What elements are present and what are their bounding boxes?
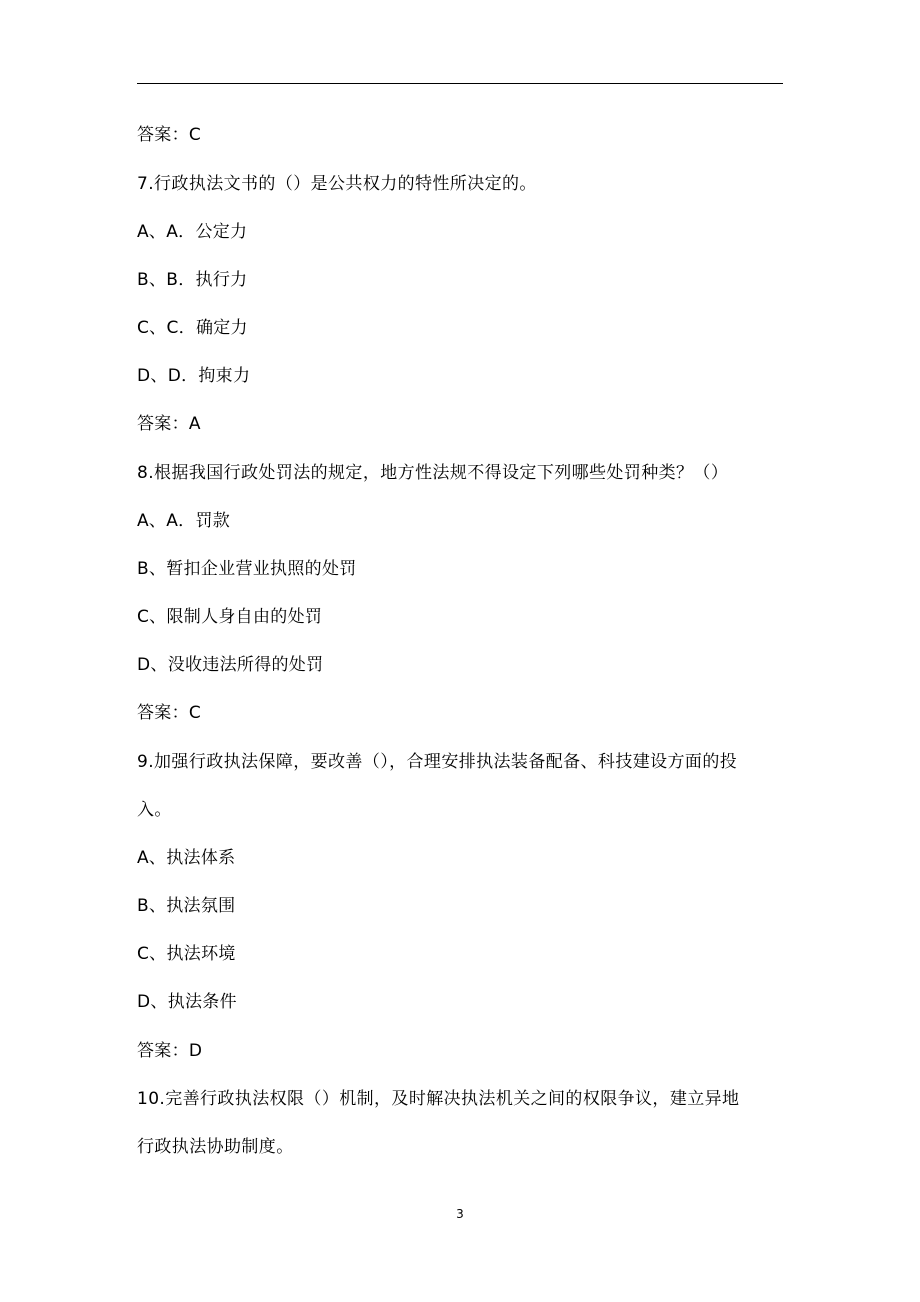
- option-8c: C、限制人身自由的处罚: [137, 607, 323, 627]
- option-7d: D、D．拘束力: [137, 366, 251, 386]
- option-7b: B、B．执行力: [137, 270, 248, 290]
- option-7a: A、A．公定力: [137, 222, 248, 242]
- option-9d: D、执法条件: [137, 992, 237, 1012]
- question-10-line2: 行政执法协助制度。: [137, 1137, 294, 1157]
- question-8: 8.根据我国行政处罚法的规定，地方性法规不得设定下列哪些处罚种类？（）: [137, 463, 729, 483]
- option-8d: D、没收违法所得的处罚: [137, 655, 324, 675]
- option-9a: A、执法体系: [137, 848, 236, 868]
- option-9c: C、执法环境: [137, 944, 236, 964]
- header-rule: [137, 83, 783, 84]
- answer-q9: 答案：D: [137, 1041, 203, 1061]
- answer-q7: 答案：A: [137, 414, 201, 434]
- page-number: 3: [456, 1207, 464, 1221]
- option-8b: B、暂扣企业营业执照的处罚: [137, 559, 357, 579]
- option-7c: C、C．确定力: [137, 318, 248, 338]
- option-8a: A、A．罚款: [137, 511, 231, 531]
- answer-q6: 答案：C: [137, 125, 202, 145]
- question-9-line2: 入。: [137, 800, 172, 820]
- option-9b: B、执法氛围: [137, 896, 236, 916]
- question-7: 7.行政执法文书的（）是公共权力的特性所决定的。: [137, 174, 537, 194]
- question-10-line1: 10.完善行政执法权限（）机制，及时解决执法机关之间的权限争议，建立异地: [137, 1089, 740, 1109]
- question-9-line1: 9.加强行政执法保障，要改善（），合理安排执法装备配备、科技建设方面的投: [137, 752, 738, 772]
- answer-q8: 答案：C: [137, 703, 202, 723]
